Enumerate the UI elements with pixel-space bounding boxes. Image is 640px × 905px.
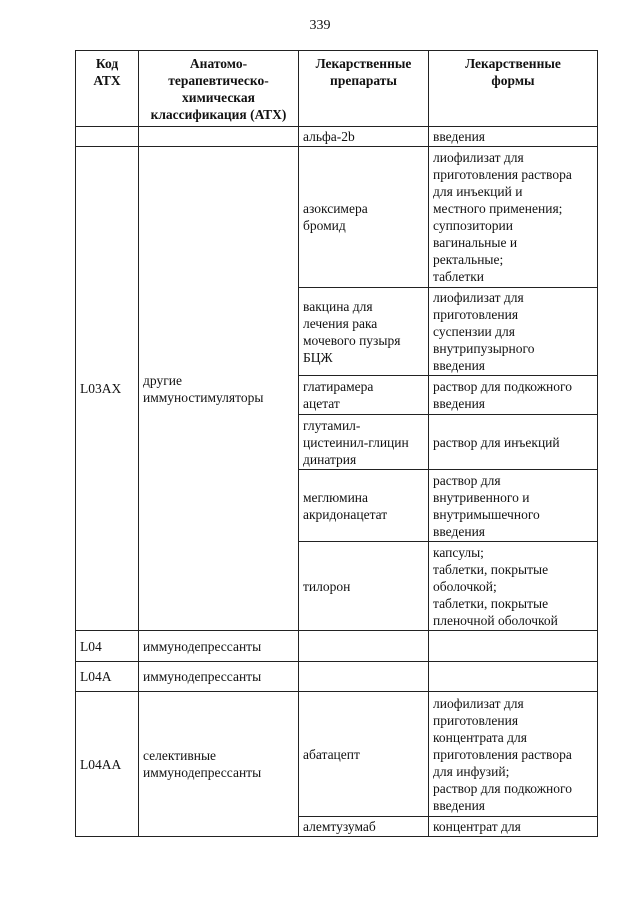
form-cell: лиофилизат для приготовления раствора для инъекций и местного применения; суппозитории вагинальные и ректальные; таблетки bbox=[429, 147, 598, 288]
header-code: Код АТХ bbox=[76, 51, 139, 127]
table-row bbox=[76, 692, 598, 817]
drug-cell: алемтузумаб bbox=[299, 817, 429, 837]
drug-cell: вакцина для лечения рака мочевого пузыря БЦЖ bbox=[299, 288, 429, 376]
classification-cell bbox=[139, 127, 299, 147]
drug-cell: глутамил- цистеинил-глицин динатрия bbox=[299, 415, 429, 470]
classification-cell: иммунодепрессанты bbox=[139, 631, 299, 662]
drug-cell: альфа-2b bbox=[299, 127, 429, 147]
form-cell: лиофилизат для приготовления концентрата для приготовления раствора для инфузий; раствор для подкожного введения bbox=[429, 692, 598, 817]
code-cell: L04A bbox=[76, 662, 139, 692]
page-number: 339 bbox=[309, 18, 331, 33]
header-drugs: Лекарственные препараты bbox=[299, 51, 429, 127]
table-row bbox=[76, 147, 598, 288]
drug-cell bbox=[299, 662, 429, 692]
header-forms: Лекарственные формы bbox=[429, 51, 598, 127]
classification-cell: селективные иммунодепрессанты bbox=[139, 692, 299, 837]
drug-table bbox=[75, 50, 598, 837]
classification-cell: иммунодепрессанты bbox=[139, 662, 299, 692]
drug-cell bbox=[299, 631, 429, 662]
drug-cell: глатирамера ацетат bbox=[299, 376, 429, 415]
form-cell: введения bbox=[429, 127, 598, 147]
form-cell bbox=[429, 662, 598, 692]
header-classification: Анатомо- терапевтическо- химическая классификация (АТХ) bbox=[139, 51, 299, 127]
code-cell bbox=[76, 127, 139, 147]
form-cell bbox=[429, 631, 598, 662]
table-row bbox=[76, 662, 598, 692]
table-row bbox=[76, 631, 598, 662]
form-cell: капсулы; таблетки, покрытые оболочкой; таблетки, покрытые пленочной оболочкой bbox=[429, 542, 598, 631]
form-cell: раствор для подкожного введения bbox=[429, 376, 598, 415]
drug-cell: азоксимера бромид bbox=[299, 147, 429, 288]
table-row bbox=[76, 127, 598, 147]
header-row bbox=[76, 51, 598, 127]
form-cell: лиофилизат для приготовления суспензии для внутрипузырного введения bbox=[429, 288, 598, 376]
code-cell: L04AA bbox=[76, 692, 139, 837]
classification-cell: другие иммуностимуляторы bbox=[139, 147, 299, 631]
form-cell: раствор для внутривенного и внутримышечного введения bbox=[429, 470, 598, 542]
code-cell: L03AX bbox=[76, 147, 139, 631]
drug-cell: меглюмина акридонацетат bbox=[299, 470, 429, 542]
form-cell: раствор для инъекций bbox=[429, 415, 598, 470]
code-cell: L04 bbox=[76, 631, 139, 662]
drug-cell: абатацепт bbox=[299, 692, 429, 817]
form-cell: концентрат для bbox=[429, 817, 598, 837]
drug-cell: тилорон bbox=[299, 542, 429, 631]
